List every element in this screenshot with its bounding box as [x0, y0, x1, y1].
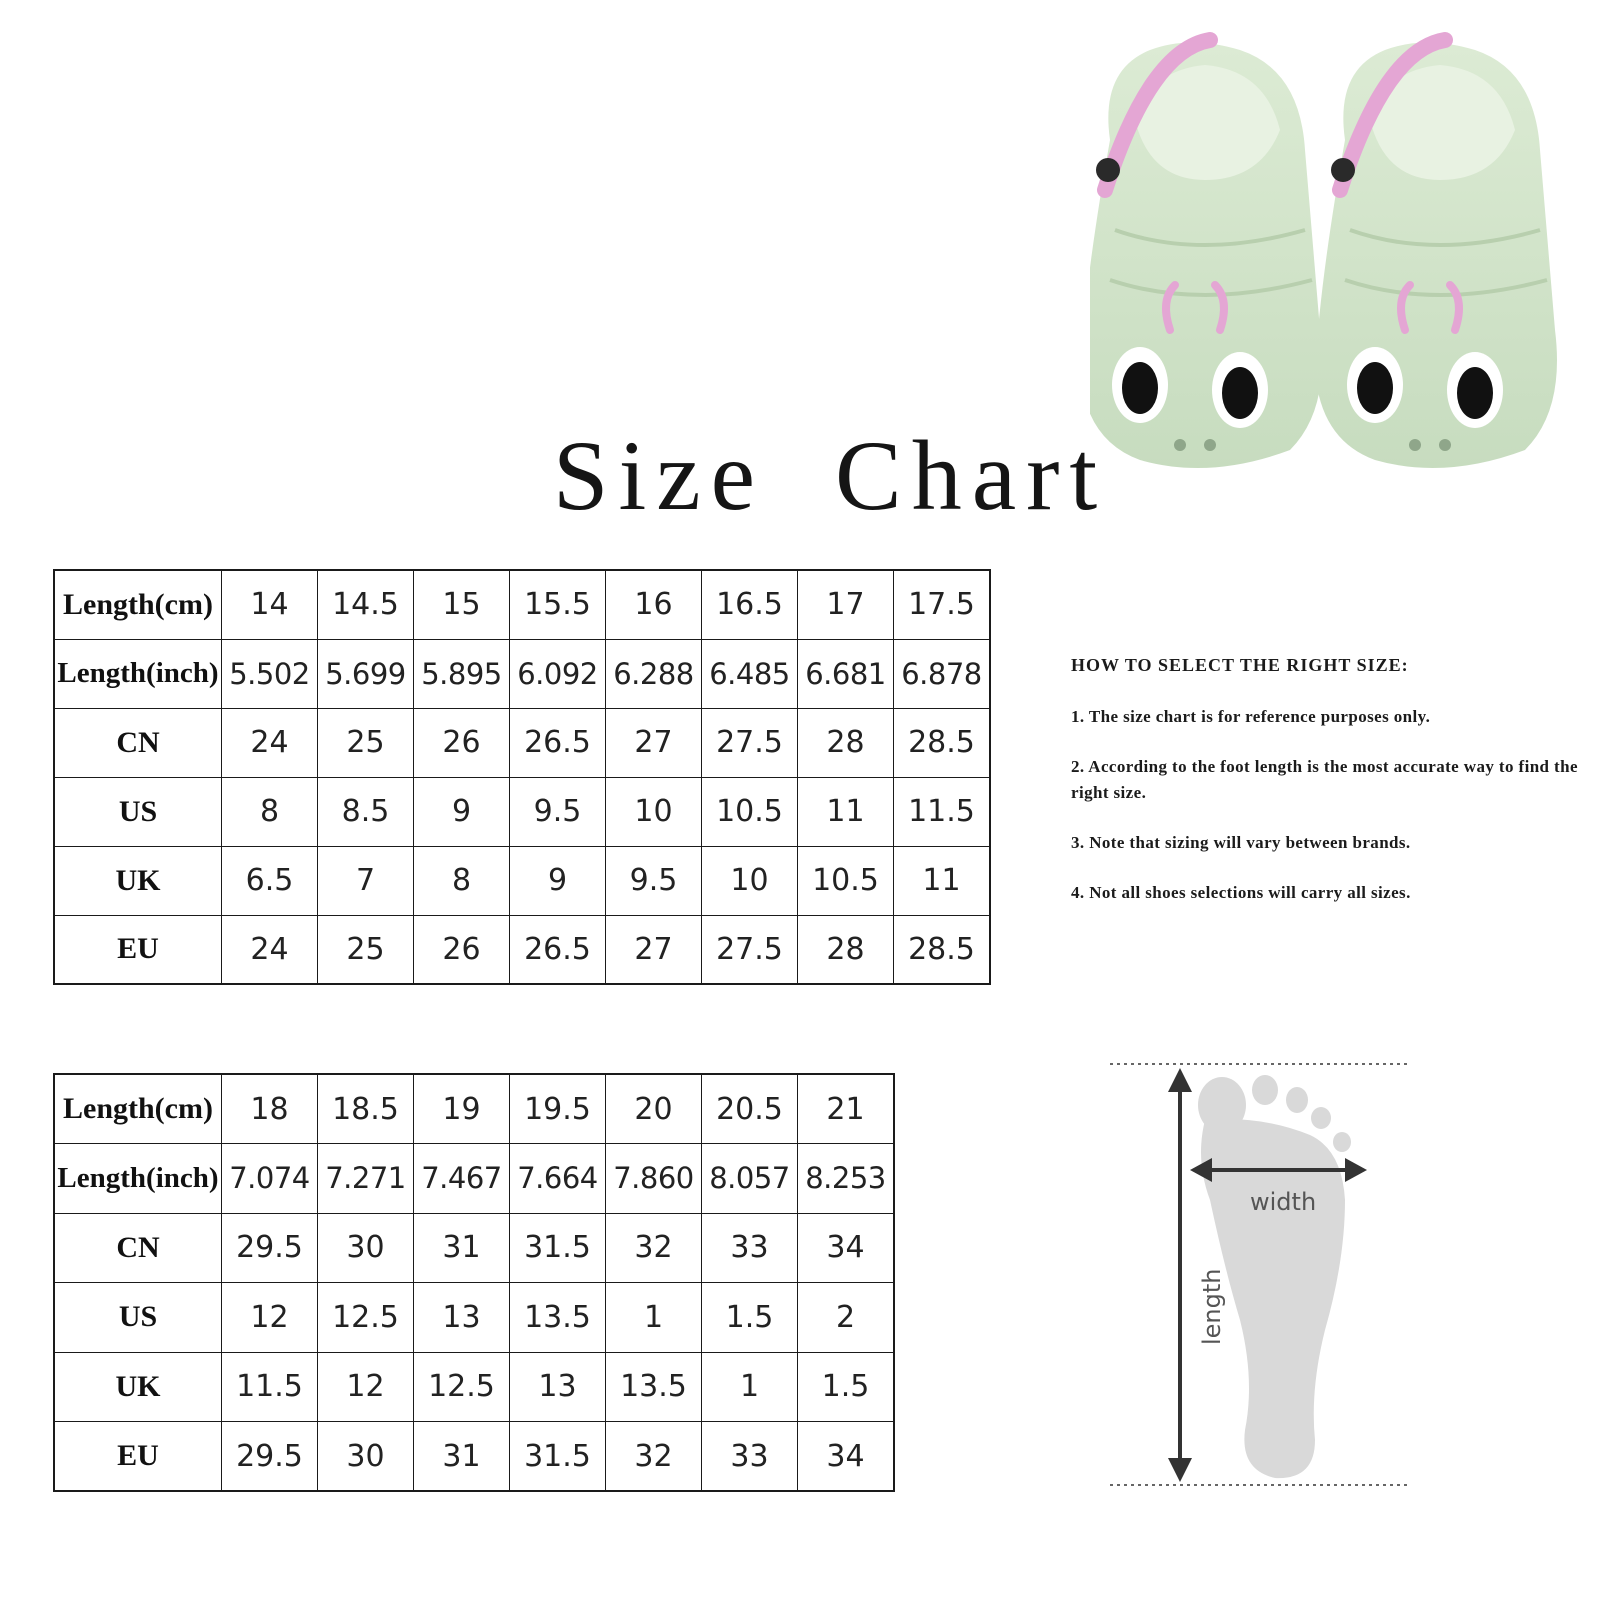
table-cell: 17	[798, 570, 894, 639]
table-cell: 24	[222, 915, 318, 984]
table-cell: 13	[414, 1283, 510, 1353]
table-cell: 7.074	[222, 1144, 318, 1214]
table-cell: 17.5	[894, 570, 991, 639]
guide-heading: HOW TO SELECT THE RIGHT SIZE:	[1071, 655, 1409, 675]
row-label: UK	[54, 846, 222, 915]
table-cell: 8.057	[702, 1144, 798, 1214]
table-row	[54, 1422, 894, 1492]
table-cell: 28.5	[894, 708, 991, 777]
table-cell: 28	[798, 915, 894, 984]
table-cell: 30	[318, 1213, 414, 1283]
table-row	[54, 639, 990, 708]
table-cell: 33	[702, 1213, 798, 1283]
table-cell: 18	[222, 1074, 318, 1144]
table-cell: 31	[414, 1213, 510, 1283]
table-cell: 6.5	[222, 846, 318, 915]
guide-tip: 4. Not all shoes selections will carry all sizes.	[1071, 883, 1411, 902]
row-label: CN	[54, 1213, 222, 1283]
table-cell: 18.5	[318, 1074, 414, 1144]
size-selection-guide	[1071, 655, 1581, 930]
table-cell: 16	[606, 570, 702, 639]
table-cell: 10	[606, 777, 702, 846]
table-cell: 5.502	[222, 639, 318, 708]
table-cell: 21	[798, 1074, 895, 1144]
row-label: EU	[54, 915, 222, 984]
table-cell: 8.253	[798, 1144, 895, 1214]
table-row	[54, 1074, 894, 1144]
table-row	[54, 915, 990, 984]
width-label: width	[1250, 1188, 1317, 1216]
left-shoe	[1090, 40, 1322, 468]
table-row	[54, 708, 990, 777]
table-cell: 10.5	[702, 777, 798, 846]
table-cell: 31.5	[510, 1422, 606, 1492]
table-row	[54, 570, 990, 639]
guide-tip: 1. The size chart is for reference purposes only.	[1071, 707, 1431, 726]
table-cell: 6.485	[702, 639, 798, 708]
guide-tip: 2. According to the foot length is the most accurate way to find the right size.	[1071, 757, 1578, 802]
table-cell: 7.271	[318, 1144, 414, 1214]
table-cell: 12.5	[414, 1352, 510, 1422]
table-cell: 33	[702, 1422, 798, 1492]
table-row	[54, 846, 990, 915]
table-row	[54, 1213, 894, 1283]
table-cell: 10	[702, 846, 798, 915]
table-cell: 25	[318, 708, 414, 777]
table-cell: 24	[222, 708, 318, 777]
table-cell: 15	[414, 570, 510, 639]
table-cell: 31	[414, 1422, 510, 1492]
table-cell: 27.5	[702, 708, 798, 777]
row-label: US	[54, 777, 222, 846]
table-cell: 31.5	[510, 1213, 606, 1283]
table-cell: 19.5	[510, 1074, 606, 1144]
table-cell: 30	[318, 1422, 414, 1492]
table-cell: 6.092	[510, 639, 606, 708]
row-label: US	[54, 1283, 222, 1353]
row-label: Length(inch)	[54, 639, 222, 708]
table-cell: 29.5	[222, 1422, 318, 1492]
row-label: Length(inch)	[54, 1144, 222, 1214]
table-cell: 25	[318, 915, 414, 984]
table-cell: 7.860	[606, 1144, 702, 1214]
table-cell: 6.681	[798, 639, 894, 708]
table-cell: 27.5	[702, 915, 798, 984]
right-shoe	[1315, 40, 1557, 468]
table-cell: 20.5	[702, 1074, 798, 1144]
table-cell: 6.878	[894, 639, 991, 708]
table-cell: 26	[414, 915, 510, 984]
table-cell: 8.5	[318, 777, 414, 846]
table-cell: 9	[414, 777, 510, 846]
table-cell: 34	[798, 1213, 895, 1283]
table-cell: 2	[798, 1283, 895, 1353]
table-cell: 14	[222, 570, 318, 639]
table-cell: 11.5	[222, 1352, 318, 1422]
table-cell: 13.5	[606, 1352, 702, 1422]
size-table-2	[53, 1073, 895, 1492]
table-cell: 14.5	[318, 570, 414, 639]
table-row	[54, 1283, 894, 1353]
table-cell: 15.5	[510, 570, 606, 639]
table-cell: 27	[606, 708, 702, 777]
table-cell: 1	[702, 1352, 798, 1422]
table-cell: 27	[606, 915, 702, 984]
length-arrow	[1168, 1068, 1192, 1482]
table-cell: 32	[606, 1213, 702, 1283]
table-cell: 32	[606, 1422, 702, 1492]
table-cell: 19	[414, 1074, 510, 1144]
table-cell: 11	[894, 846, 991, 915]
table-cell: 1.5	[798, 1352, 895, 1422]
table-cell: 11	[798, 777, 894, 846]
table-cell: 9	[510, 846, 606, 915]
table-cell: 26.5	[510, 708, 606, 777]
table-cell: 7	[318, 846, 414, 915]
table-cell: 29.5	[222, 1213, 318, 1283]
table-cell: 26.5	[510, 915, 606, 984]
guide-tip: 3. Note that sizing will vary between brands.	[1071, 833, 1411, 852]
row-label: UK	[54, 1352, 222, 1422]
table-cell: 5.895	[414, 639, 510, 708]
table-cell: 34	[798, 1422, 895, 1492]
table-row	[54, 1144, 894, 1214]
table-cell: 12.5	[318, 1283, 414, 1353]
table-cell: 7.467	[414, 1144, 510, 1214]
row-label: Length(cm)	[54, 570, 222, 639]
table-cell: 28.5	[894, 915, 991, 984]
table-cell: 1.5	[702, 1283, 798, 1353]
table-cell: 16.5	[702, 570, 798, 639]
table-cell: 13	[510, 1352, 606, 1422]
table-cell: 26	[414, 708, 510, 777]
table-cell: 12	[222, 1283, 318, 1353]
table-cell: 28	[798, 708, 894, 777]
table-row	[54, 777, 990, 846]
table-cell: 8	[222, 777, 318, 846]
page-title: Size Chart	[552, 420, 1108, 531]
table-cell: 11.5	[894, 777, 991, 846]
row-label: CN	[54, 708, 222, 777]
table-cell: 9.5	[510, 777, 606, 846]
foot-measurement-diagram	[1110, 1060, 1430, 1500]
table-cell: 10.5	[798, 846, 894, 915]
table-cell: 5.699	[318, 639, 414, 708]
table-cell: 1	[606, 1283, 702, 1353]
row-label: EU	[54, 1422, 222, 1492]
table-cell: 7.664	[510, 1144, 606, 1214]
table-cell: 20	[606, 1074, 702, 1144]
table-cell: 6.288	[606, 639, 702, 708]
length-label: length	[1198, 1268, 1226, 1345]
row-label: Length(cm)	[54, 1074, 222, 1144]
table-cell: 8	[414, 846, 510, 915]
size-table-1	[53, 569, 991, 985]
table-cell: 12	[318, 1352, 414, 1422]
table-cell: 9.5	[606, 846, 702, 915]
table-row	[54, 1352, 894, 1422]
table-cell: 13.5	[510, 1283, 606, 1353]
